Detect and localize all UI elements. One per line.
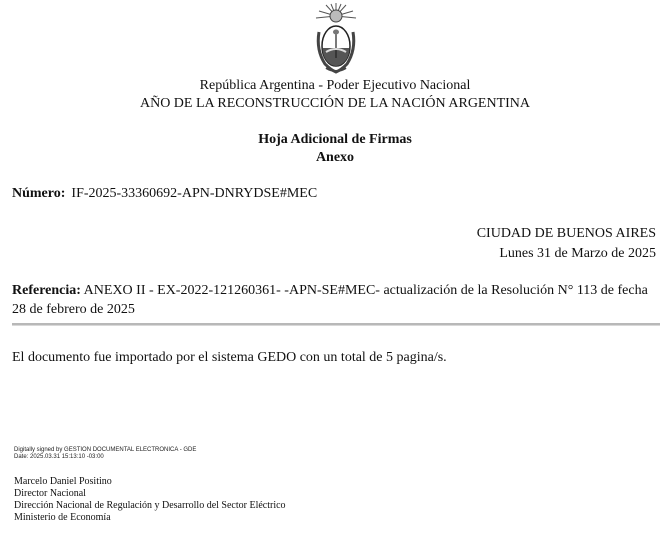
signer-position: Director Nacional xyxy=(14,488,86,499)
body-text: El documento fue importado por el sistema GEDO con un total de 5 pagina/s. xyxy=(12,350,447,365)
header-year-motto: AÑO DE LA RECONSTRUCCIÓN DE LA NACIÓN ARGENTINA xyxy=(139,96,531,111)
document-title: Hoja Adicional de Firmas xyxy=(258,132,412,147)
digital-signature-line: Digitally signed by GESTION DOCUMENTAL ELECTRONICA - GDE xyxy=(14,447,197,453)
header-government: República Argentina - Poder Ejecutivo Nacional xyxy=(199,78,471,93)
signer-name: Marcelo Daniel Positino xyxy=(14,476,112,487)
signer-ministry: Ministerio de Economía xyxy=(14,512,111,523)
date: Lunes 31 de Marzo de 2025 xyxy=(499,246,656,261)
place: CIUDAD DE BUENOS AIRES xyxy=(476,226,656,241)
coat-of-arms-seal xyxy=(313,2,359,76)
digital-signature-date: Date: 2025.03.31 15:13:10 -03:00 xyxy=(14,454,104,460)
document-subtitle: Anexo xyxy=(315,150,355,165)
document-number xyxy=(12,186,317,202)
document-number-value: IF-2025-33360692-APN-DNRYDSE#MEC xyxy=(71,186,318,201)
signer-office: Dirección Nacional de Regulación y Desarrollo del Sector Eléctrico xyxy=(14,500,286,511)
reference xyxy=(12,281,660,319)
document-number-label: Número: xyxy=(12,186,66,201)
divider xyxy=(12,323,660,326)
reference-label: Referencia: xyxy=(12,283,81,298)
reference-text: ANEXO II - EX-2022-121260361- -APN-SE#MEC- actualización de la Resolución N° 113 de fecha 28 de febrero de 2025 xyxy=(12,283,648,317)
